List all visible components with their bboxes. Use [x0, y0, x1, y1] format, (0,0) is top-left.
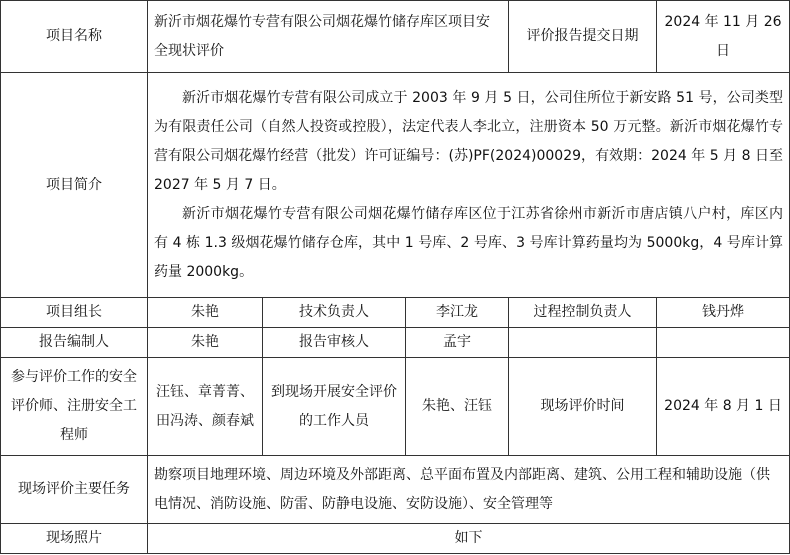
assessors-row	[1, 358, 790, 456]
project-name-label: 项目名称	[1, 1, 148, 73]
project-name-row	[1, 1, 790, 73]
process-control-label: 过程控制负责人	[509, 298, 657, 328]
tech-lead-value: 李江龙	[406, 298, 509, 328]
report-writer-value: 朱艳	[148, 328, 263, 358]
tasks-label: 现场评价主要任务	[1, 456, 148, 524]
team-leader-value: 朱艳	[148, 298, 263, 328]
report-writer-label: 报告编制人	[1, 328, 148, 358]
tech-lead-label: 技术负责人	[263, 298, 406, 328]
photos-label: 现场照片	[1, 524, 148, 554]
onsite-staff-label: 到现场开展安全评价的工作人员	[263, 358, 406, 456]
onsite-staff-names: 朱艳、汪钰	[406, 358, 509, 456]
onsite-time-label: 现场评价时间	[509, 358, 657, 456]
report-date-label: 评价报告提交日期	[509, 1, 657, 73]
report-staff-row	[1, 328, 790, 358]
team-leader-row	[1, 298, 790, 328]
team-leader-label: 项目组长	[1, 298, 148, 328]
project-name-value: 新沂市烟花爆竹专营有限公司烟花爆竹储存库区项目安全现状评价	[148, 1, 509, 73]
report-reviewer-label: 报告审核人	[263, 328, 406, 358]
project-summary-label: 项目简介	[1, 73, 148, 298]
empty-cell	[509, 328, 657, 358]
photos-row	[1, 524, 790, 554]
process-control-value: 钱丹烨	[657, 298, 790, 328]
assessors-names: 汪钰、章菁菁、田冯涛、颜春斌	[148, 358, 263, 456]
tasks-row	[1, 456, 790, 524]
summary-paragraph-1: 新沂市烟花爆竹专营有限公司成立于 2003 年 9 月 5 日，公司住所位于新安路 51 号，公司类型为有限责任公司（自然人投资或控股），法定代表人李北立，注册资本 50 万元整。新沂市烟花爆竹专营有限公司烟花爆竹经营（批发）许可证编号：(苏)PF(2024)00029，有效期：2024 年 5 月 8 日至 2027 年 5 月 7 日。	[154, 89, 784, 193]
onsite-time-value: 2024 年 8 月 1 日	[657, 358, 790, 456]
photos-value: 如下	[148, 524, 790, 554]
tasks-text: 勘察项目地理环境、周边环境及外部距离、总平面布置及内部距离、建筑、公用工程和辅助设施（供电情况、消防设施、防雷、防静电设施、安防设施）、安全管理等	[148, 456, 790, 524]
assessors-label: 参与评价工作的安全评价师、注册安全工程师	[1, 358, 148, 456]
summary-paragraph-2: 新沂市烟花爆竹专营有限公司烟花爆竹储存库区位于江苏省徐州市新沂市唐店镇八户村，库区内有 4 栋 1.3 级烟花爆竹储存仓库，其中 1 号库、2 号库、3 号库计算药量均为 5000kg，4 号库计算药量 2000kg。	[154, 205, 784, 280]
project-summary-row	[1, 73, 790, 298]
report-date-value: 2024 年 11 月 26 日	[657, 1, 790, 73]
report-reviewer-value: 孟宇	[406, 328, 509, 358]
empty-cell	[657, 328, 790, 358]
